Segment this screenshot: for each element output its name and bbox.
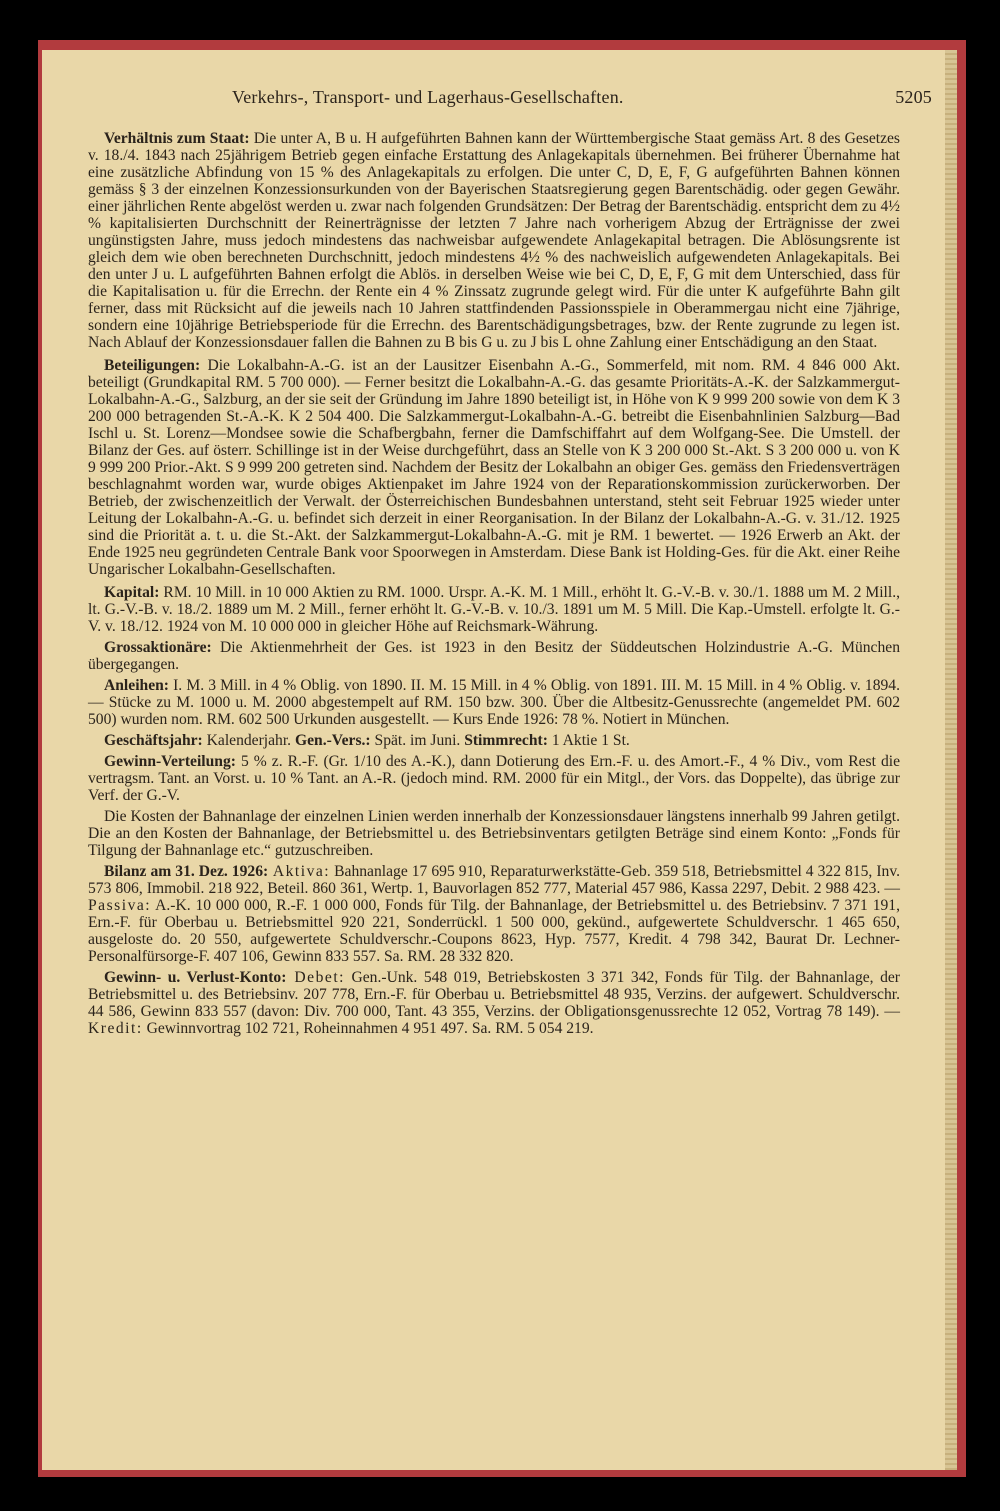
section-gewinn-verteilung bbox=[88, 753, 900, 804]
page-stack-edge bbox=[945, 50, 957, 1470]
section-anleihen bbox=[88, 677, 900, 728]
section-heading: Gewinn-Verteilung: bbox=[104, 753, 236, 770]
section-heading-gen-vers: Gen.-Vers.: bbox=[291, 732, 371, 749]
section-text: Gewinnvortrag 102 721, Roheinnahmen 4 951 497. Sa. RM. 5 054 219. bbox=[142, 1020, 594, 1037]
section-text: Gen.-Unk. 548 019, Betriebskosten 3 371 342, Fonds für Tilg. der Bahnanlage, der Betriebsmittel u. des Betriebsinv. 207 778, Ern.-F. für Oberbau u. Betriebsmittel 48 935, Verzins. der aufgewert. Schuldverschr. 44 586, Gewinn 833 557 (davon: Div. 700 000, Tant. 43 355, Verzins. der Obligationsgenussrechte 12 052, Vortrag 78 149). — bbox=[88, 969, 900, 1020]
section-heading: Verhältnis zum Staat: bbox=[104, 130, 250, 147]
page-number: 5205 bbox=[895, 87, 932, 107]
kredit-label: Kredit: bbox=[88, 1020, 143, 1037]
aktiva-label: Aktiva: bbox=[268, 863, 331, 880]
header-title: Verkehrs-, Transport- und Lagerhaus-Gesellschaften. bbox=[232, 87, 624, 107]
section-text: I. M. 3 Mill. in 4 % Oblig. von 1890. II. M. 15 Mill. in 4 % Oblig. von 1891. III. M. 15 Mill. in 4 % Oblig. v. 1894. — Stücke zu M. 1000 u. M. 2000 abgestempelt auf RM. 150 bzw. 300. Über die Altbesitz-Genussrechte (angemeldet PM. 602 500) wurden nom. RM. 602 500 Urkunden ausgestellt. — Kurs Ende 1926: 78 %. Notiert in München. bbox=[88, 677, 900, 728]
section-geschaeftsjahr bbox=[88, 732, 900, 749]
section-text: Die Kosten der Bahnanlage der einzelnen Linien werden innerhalb der Konzessionsdauer längstens innerhalb 99 Jahren getilgt. Die an den Kosten der Bahnanlage, der Betriebsmittel u. des Betriebsinventars getilgten Beträge sind einem Konto: „Fonds für Tilgung der Bahnanlage etc.“ gutzuschreiben. bbox=[88, 808, 900, 859]
section-heading: Grossaktionäre: bbox=[104, 639, 212, 656]
section-beteiligungen bbox=[88, 357, 900, 578]
section-text: RM. 10 Mill. in 10 000 Aktien zu RM. 1000. Urspr. A.-K. M. 1 Mill., erhöht lt. G.-V.-B. v. 30./1. 1888 um M. 2 Mill., lt. G.-V.-B. v. 18./2. 1889 um M. 2 Mill., ferner erhöht lt. G.-V.-B. v. 10./3. 1891 um M. 5 Mill. Die Kap.-Umstell. erfolgte lt. G.-V. v. 18./12. 1924 von M. 10 000 000 in gleicher Höhe auf Reichsmark-Währung. bbox=[88, 584, 900, 635]
section-gewinn-verlust bbox=[88, 969, 900, 1037]
section-heading-stimmrecht: Stimmrecht: bbox=[460, 732, 548, 749]
section-heading: Anleihen: bbox=[104, 677, 169, 694]
section-text: Bahnanlage 17 695 910, Reparaturwerkstätte-Geb. 359 518, Betriebsmittel 4 322 815, Inv. 573 806, Immobil. 218 922, Beteil. 860 361, Wertp. 1, Bauvorlagen 852 777, Material 457 986, Kassa 2297, Debit. 2 988 423. — bbox=[88, 863, 901, 897]
passiva-label: Passiva: bbox=[88, 897, 152, 914]
section-heading: Gewinn- u. Verlust-Konto: bbox=[104, 969, 287, 986]
section-heading: Kapital: bbox=[104, 584, 160, 601]
debet-label: Debet: bbox=[286, 969, 345, 986]
section-text: Spät. im Juni. bbox=[370, 732, 461, 749]
section-heading: Bilanz am 31. Dez. 1926: bbox=[104, 863, 269, 880]
section-heading: Geschäftsjahr: bbox=[104, 732, 203, 749]
section-bilanz bbox=[88, 863, 900, 965]
section-text: Die Lokalbahn-A.-G. ist an der Lausitzer Eisenbahn A.-G., Sommerfeld, mit nom. RM. 4 846 000 Akt. beteiligt (Grundkapital RM. 5 700 000). — Ferner besitzt die Lokalbahn-A.-G. das gesamte Prioritäts-A.-K. der Salzkammergut-Lokalbahn-A.-G., Salzburg, an der sie seit der Gründung im Jahre 1890 beteiligt ist, in Höhe von K 9 999 200 sowie von dem K 3 200 000 betragenden St.-A.-K. K 2 504 400. Die Salzkammergut-Lokalbahn-A.-G. betreibt die Eisenbahnlinien Salzburg—Bad Ischl u. St. Lorenz—Mondsee sowie die Schafbergbahn, ferner die Damfschiffahrt auf dem Wolfgang-See. Die Umstell. der Bilanz der Ges. auf österr. Schillinge ist in der Weise durchgeführt, dass an Stelle von K 3 200 000 St.-Akt. S 3 200 000 u. von K 9 999 200 Prior.-Akt. S 9 999 200 getreten sind. Nachdem der Besitz der Lokalbahn an obiger Ges. gemäss den Friedensverträgen beschlagnahmt worden war, wurde obiges Aktienpaket im Jahre 1924 von der Reparationskommission zurückerworben. Der Betrieb, der zwischenzeitlich der Verwalt. der Österreichischen Bundesbahnen unterstand, steht seit Februar 1925 wieder unter Leitung der Lokalbahn-A.-G. u. befindet sich derzeit in einer Reorganisation. In der Bilanz der Lokalbahn-A.-G. v. 31./12. 1925 sind die Priorität a. t. u. die St.-Akt. der Salzkammergut-Lokalbahn-A.-G. mit je RM. 1 bewertet. — 1926 Erwerb an Akt. der Ende 1925 neu gegründeten Centrale Bank voor Spoorwegen in Amsterdam. Diese Bank ist Holding-Ges. für die Akt. einer Reihe Ungarischer Lokalbahn-Gesellschaften. bbox=[88, 357, 900, 578]
section-text: 5 % z. R.-F. (Gr. 1/10 des A.-K.), dann Dotierung des Ern.-F. u. des Amort.-F., 4 % Div., vom Rest die vertragsm. Tant. an Vorst. u. 10 % Tant. an A.-R. (jedoch mind. RM. 2000 für ein Mitgl., der Vors. das Doppelte), das übrige zur Verf. der G.-V. bbox=[88, 753, 900, 804]
section-text: Kalenderjahr. bbox=[202, 732, 292, 749]
section-verhaeltnis bbox=[88, 130, 900, 351]
section-text: Die unter A, B u. H aufgeführten Bahnen kann der Württembergische Staat gemäss Art. 8 des Gesetzes v. 18./4. 1843 nach 25jährigem Betrieb gegen einfache Erstattung des Anlagekapitals übernehmen. Bei früherer Übernahme hat eine zusätzliche Abfindung von 15 % des Anlagekapitals zu erfolgen. Die unter C, D, E, F, G aufgeführten Bahnen können gemäss § 3 der einzelnen Konzessionsurkunden von der Bayerischen Staatsregierung gegen Barentschädig. oder gegen Gewähr. einer jährlichen Rente abgelöst werden u. zwar nach folgenden Grundsätzen: Der Betrag der Barentschädig. entspricht dem zu 4½ % kapitalisierten Durchschnitt der Reinerträgnisse der letzten 7 Jahre nach vorherigem Abzug der Erträgnisse der zwei ungünstigsten Jahre, muss jedoch mindestens das nachweisbar aufgewendete Anlagekapital betragen. Die Ablösungsrente ist gleich dem wie oben berechneten Durchschnitt, jedoch mindestens 4½ % des nachweislich aufgewendeten Anlagekapitals. Bei den unter J u. L aufgeführten Bahnen erfolgt die Ablös. in derselben Weise wie bei C, D, E, F, G mit dem Unterschied, dass für die Kapitalisation u. für die Errechn. der Rente ein 4 % Zinssatz zugrunde gelegt wird. Für die unter K aufgeführte Bahn gilt ferner, dass mit Rücksicht auf die jeweils nach 10 Jahren stattfindenden Passionsspiele in Oberammergau nicht eine 7jährige, sondern eine 10jährige Betriebsperiode für die Errechn. des Barentschädigungsbetrages, bzw. der Rente zugrunde zu legen ist. Nach Ablauf der Konzessionsdauer fallen die Bahnen zu B bis G u. zu J bis L ohne Zahlung einer Entschädigung an den Staat. bbox=[88, 130, 900, 351]
section-text: 1 Aktie 1 St. bbox=[547, 732, 630, 749]
section-heading: Beteiligungen: bbox=[104, 357, 201, 374]
section-kapital bbox=[88, 584, 900, 635]
section-text: Die Aktienmehrheit der Ges. ist 1923 in den Besitz der Süddeutschen Holzindustrie A.-G. München übergegangen. bbox=[88, 639, 900, 673]
section-bahnanlage-kosten bbox=[88, 808, 900, 859]
section-grossaktionaere bbox=[88, 639, 900, 673]
document-page bbox=[42, 50, 952, 1470]
page-content bbox=[88, 130, 900, 1041]
section-text: A.-K. 10 000 000, R.-F. 1 000 000, Fonds für Tilg. der Bahnanlage, der Betriebsmittel u. des Betriebsinv. 7 371 191, Ern.-F. für Oberbau u. Betriebsmittel 920 221, Sonderrückl. 1 500 000, gekünd., aufgewertete Schuldverschr. 1 465 650, ausgeloste do. 20 550, aufgewertete Schuldverschr.-Coupons 8623, Hyp. 7577, Kredit. 4 798 342, Baurat Dr. Lechner-Personalfürsorge-F. 407 106, Gewinn 833 557. Sa. RM. 28 332 820. bbox=[88, 897, 900, 965]
